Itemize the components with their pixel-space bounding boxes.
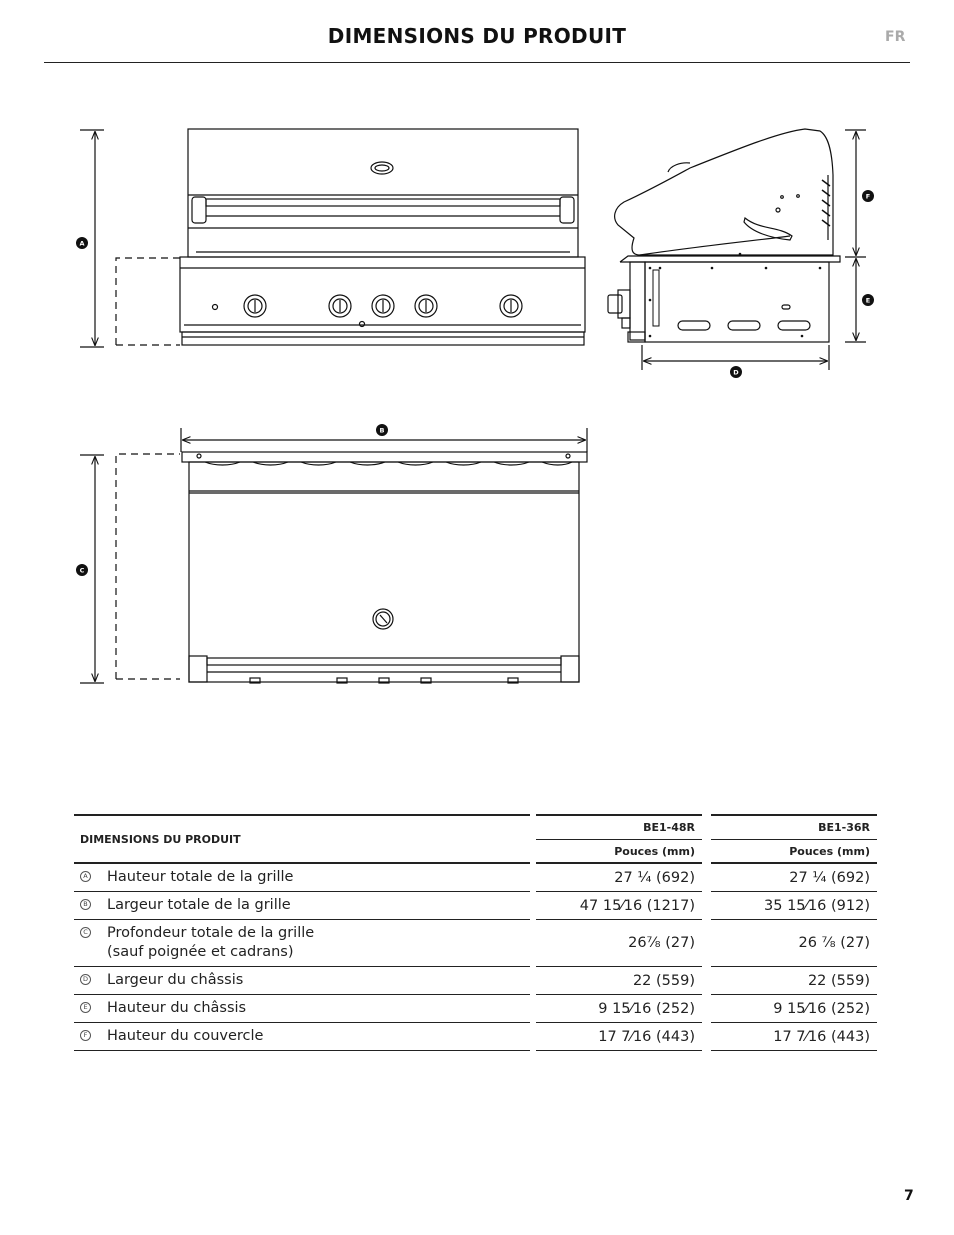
page-title: DIMENSIONS DU PRODUIT: [327, 24, 627, 48]
dimension-letter-icon: D: [80, 974, 91, 985]
dimension-letter-icon: A: [80, 871, 91, 882]
table-title: DIMENSIONS DU PRODUIT: [74, 814, 530, 864]
badge-c-label: C: [79, 566, 85, 575]
side-view: [608, 129, 866, 370]
badge-b: [376, 424, 388, 436]
dimension-letter-icon: B: [80, 899, 91, 910]
dimension-label: Largeur totale de la grille: [107, 897, 291, 913]
badge-a-label: A: [79, 239, 85, 248]
badge-c: [76, 564, 88, 576]
dimension-letter-icon: C: [80, 927, 91, 938]
dimension-label-cell: [74, 967, 530, 995]
value-model-1: 17 7⁄16 (443): [536, 1023, 702, 1051]
badge-e: [862, 294, 874, 306]
dimension-letter-icon: F: [80, 1030, 91, 1041]
table-row: [74, 920, 877, 967]
language-tag: FR: [885, 29, 906, 45]
table-body: [74, 864, 877, 1051]
value-model-2: 26 ⅞ (27): [711, 920, 877, 967]
table-row: [74, 892, 877, 920]
table-row: [74, 995, 877, 1023]
badge-f-label: F: [865, 192, 871, 201]
dimension-label-cell: [74, 864, 530, 892]
badge-d: [730, 366, 742, 378]
value-model-1: 27 ¼ (692): [536, 864, 702, 892]
thermometer: [373, 609, 393, 629]
value-model-1: 9 15⁄16 (252): [536, 995, 702, 1023]
dimension-label-cell: [74, 1023, 530, 1051]
knob-5: [500, 295, 522, 317]
dimension-label-cell: [74, 892, 530, 920]
dimension-label: Hauteur du couvercle: [107, 1028, 264, 1044]
model-header-2: BE1-36R: [711, 814, 877, 840]
badge-e-label: E: [865, 296, 871, 305]
dimension-label: Profondeur totale de la grille (sauf poignée et cadrans): [107, 925, 315, 960]
table-row: [74, 967, 877, 995]
model-header-1: BE1-48R: [536, 814, 702, 840]
knob-3: [372, 295, 394, 317]
knob-4: [415, 295, 437, 317]
dimension-label-cell: [74, 995, 530, 1023]
knob-1: [244, 295, 266, 317]
dimension-label: Hauteur totale de la grille: [107, 869, 294, 885]
value-model-2: 22 (559): [711, 967, 877, 995]
badge-a: [76, 237, 88, 249]
dimensions-table: [74, 814, 877, 1051]
top-view: [80, 428, 587, 683]
page-number: 7: [904, 1188, 914, 1204]
value-model-1: 26⅞ (27): [536, 920, 702, 967]
value-model-2: 35 15⁄16 (912): [711, 892, 877, 920]
dimension-letter-icon: E: [80, 1002, 91, 1013]
dimension-label: Largeur du châssis: [107, 972, 244, 988]
unit-header-1: Pouces (mm): [536, 840, 702, 864]
badge-d-label: D: [733, 368, 739, 377]
badge-f: [862, 190, 874, 202]
value-model-1: 47 15⁄16 (1217): [536, 892, 702, 920]
knob-2: [329, 295, 351, 317]
unit-header-2: Pouces (mm): [711, 840, 877, 864]
badge-b-label: B: [379, 426, 385, 435]
dimension-label: Hauteur du châssis: [107, 1000, 247, 1016]
value-model-2: 27 ¼ (692): [711, 864, 877, 892]
front-view: [80, 129, 585, 347]
value-model-1: 22 (559): [536, 967, 702, 995]
table-row: [74, 1023, 877, 1051]
table-row: [74, 864, 877, 892]
dimension-label-cell: [74, 920, 530, 967]
value-model-2: 17 7⁄16 (443): [711, 1023, 877, 1051]
value-model-2: 9 15⁄16 (252): [711, 995, 877, 1023]
